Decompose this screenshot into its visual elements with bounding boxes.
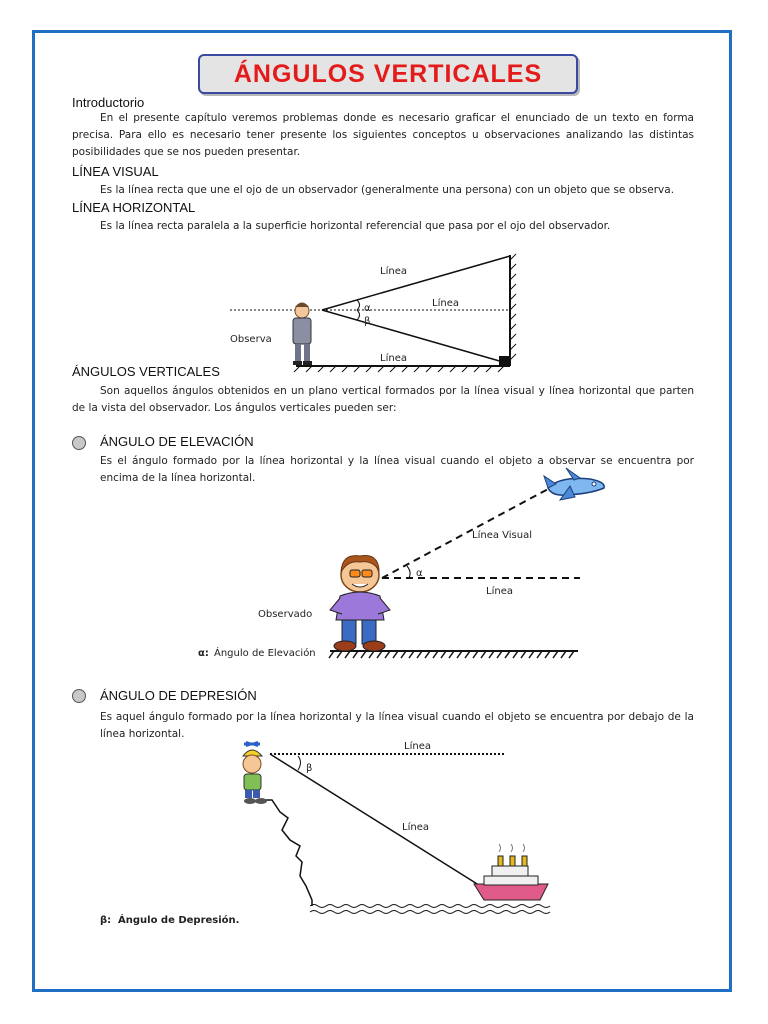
elevacion-caption-text: Ángulo de Elevación — [214, 648, 316, 659]
depresion-caption-symbol: β: — [100, 915, 112, 926]
diagram1-label-top: Línea — [380, 266, 407, 277]
linea-visual-text: Es la línea recta que une el ojo de un observador (generalmente una persona) con un objeto que se observa. — [100, 184, 675, 196]
elevacion-alpha: α — [416, 568, 423, 579]
linea-visual-heading: LÍNEA VISUAL — [72, 164, 159, 179]
angulos-verticales-text: Son aquellos ángulos obtenidos en un plano vertical formados por la línea visual y línea horizontal que parten de la vista del observador. Los ángulos verticales pueden ser: — [72, 385, 694, 414]
linea-horizontal-heading: LÍNEA HORIZONTAL — [72, 200, 196, 215]
diagram1-label-middle: Línea — [432, 298, 459, 309]
angulos-verticales-heading: ÁNGULOS VERTICALES — [72, 364, 220, 379]
page-title: ÁNGULOS VERTICALES — [233, 59, 543, 88]
observer-boy-propeller-figure — [243, 742, 267, 804]
elevacion-label-visual: Línea Visual — [472, 530, 532, 541]
depresion-text: Es aquel ángulo formado por la línea horizontal y la línea visual cuando el objeto se encuentra por debajo de la línea horizontal. — [100, 711, 694, 740]
diagram1-beta: β — [364, 316, 371, 327]
elevacion-observer-label: Observado — [258, 609, 313, 620]
depresion-beta: β — [306, 763, 313, 774]
elevacion-heading: ÁNGULO DE ELEVACIÓN — [100, 434, 254, 449]
diagram1-alpha: α — [364, 303, 371, 314]
elevacion-text: Es el ángulo formado por la línea horizontal y la línea visual cuando el objeto a observar se encuentra por encima de la línea horizontal. — [100, 455, 694, 484]
diagram1-label-bottom: Línea — [380, 353, 407, 364]
intro-text: En el presente capítulo veremos problemas donde es necesario graficar el enunciado de un texto en forma precisa. Para ello es necesario tener presente los siguientes conceptos u observaciones analizando las distintas posibilidades que se nos pueden presentar. — [72, 112, 694, 158]
intro-heading: Introductorio — [72, 95, 145, 110]
elevacion-label-horizontal: Línea — [486, 586, 513, 597]
depresion-heading: ÁNGULO DE DEPRESIÓN — [100, 688, 257, 703]
depresion-label-visual: Línea — [402, 822, 429, 833]
depresion-caption-text: Ángulo de Depresión. — [118, 915, 240, 926]
depresion-label-horizontal: Línea — [404, 741, 431, 752]
linea-horizontal-text: Es la línea recta paralela a la superficie horizontal referencial que pasa por el ojo del observador. — [100, 220, 611, 232]
diagram1-observer-label: Observa — [230, 334, 272, 345]
ship-icon — [474, 844, 548, 900]
elevacion-caption-symbol: α: — [198, 648, 209, 659]
